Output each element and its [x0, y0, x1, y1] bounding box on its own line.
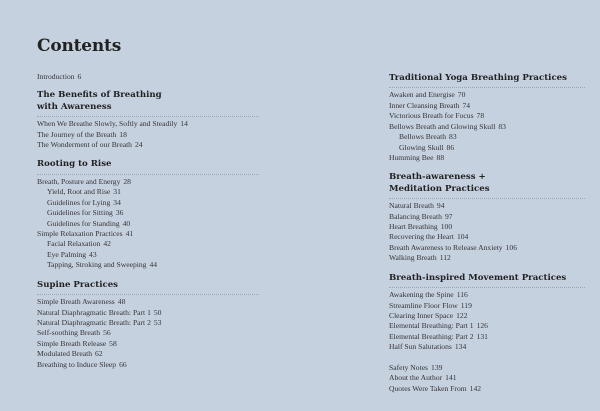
toc-entry: [389, 253, 451, 262]
toc-entry: [47, 219, 130, 228]
toc-entry-label: Tapping, Stroking and Sweeping: [47, 260, 147, 270]
toc-entry-page: 70: [457, 90, 466, 100]
section-heading: Supine Practices: [37, 279, 118, 290]
toc-entry-label: Guidelines for Standing: [47, 218, 120, 228]
toc-entry-label: Natural Breath: [389, 201, 434, 211]
toc-entry-label: Simple Relaxation Practices: [37, 228, 123, 238]
section-heading: Traditional Yoga Breathing Practices: [389, 73, 567, 83]
toc-entry-label: Safety Notes: [389, 362, 429, 372]
toc-entry: [389, 222, 452, 231]
toc-entry-page: 134: [454, 342, 467, 352]
toc-entry: [389, 332, 488, 341]
section-heading: Rooting to Rise: [37, 159, 112, 170]
toc-entry-page: 53: [153, 317, 162, 327]
toc-entry: [389, 290, 468, 299]
toc-entry-page: 141: [445, 373, 457, 383]
toc-entry: [399, 132, 457, 141]
toc-entry: [37, 349, 103, 358]
toc-entry-label: Inner Cleansing Breath: [389, 100, 460, 110]
toc-entry: [37, 318, 161, 327]
section-divider: [389, 287, 585, 288]
toc-entry-page: 66: [119, 359, 127, 369]
toc-entry-page: 40: [122, 218, 131, 228]
toc-entry-label: Half Sun Salutations: [389, 342, 452, 352]
toc-entry-page: 112: [439, 253, 451, 263]
toc-entry: [47, 198, 121, 207]
toc-entry: [37, 130, 127, 139]
toc-entry-label: Guidelines for Sitting: [47, 208, 113, 218]
toc-entry-page: 86: [446, 142, 455, 152]
toc-entry-label: Simple Breath Awareness: [37, 297, 115, 307]
toc-entry-page: 88: [436, 153, 445, 162]
toc-entry-label: Walking Breath: [389, 253, 437, 263]
toc-entry: [389, 232, 468, 241]
toc-entry-page: 41: [125, 228, 134, 238]
toc-entry-label: Breath Awareness to Release Anxiety: [389, 242, 503, 252]
toc-entry-page: 42: [103, 239, 111, 249]
toc-entry: [389, 101, 470, 110]
toc-entry: [37, 177, 131, 186]
toc-entry-page: 131: [476, 331, 488, 341]
toc-entry: [47, 260, 157, 269]
toc-entry-page: 34: [113, 197, 121, 207]
toc-entry-label: Elemental Breathing: Part 1: [389, 321, 474, 331]
toc-entry: [37, 229, 133, 238]
toc-entry-label: Quotes Were Taken From: [389, 383, 467, 393]
toc-entry-page: 6: [77, 72, 82, 81]
section-heading: with Awareness: [37, 101, 112, 112]
toc-entry: [47, 250, 97, 259]
toc-entry: [37, 119, 188, 128]
toc-entry: [389, 201, 445, 210]
section-divider: [389, 198, 585, 199]
toc-entry-label: When We Breathe Slowly, Softly and Steadily: [37, 119, 178, 129]
toc-entry-label: Yield, Root and Rise: [47, 187, 111, 197]
toc-entry-page: 106: [505, 242, 517, 252]
toc-entry-page: 100: [440, 221, 453, 231]
toc-entry-page: 24: [134, 139, 143, 149]
toc-entry-page: 126: [476, 321, 488, 331]
toc-entry-page: 58: [109, 338, 117, 348]
toc-entry: [389, 90, 465, 99]
toc-entry-label: The Wonderment of our Breath: [37, 139, 132, 149]
toc-entry-label: Recovering the Heart: [389, 232, 454, 242]
toc-entry: [47, 187, 121, 196]
toc-entry: [37, 308, 161, 317]
toc-entry: [389, 384, 481, 393]
toc-entry-label: Clearing Inner Space: [389, 310, 454, 320]
toc-entry-label: Natural Diaphragmatic Breath: Part 2: [37, 317, 151, 327]
toc-entry-page: 122: [456, 310, 468, 320]
toc-entry-label: Bellows Breath: [399, 132, 447, 142]
toc-entry-page: 62: [95, 349, 103, 359]
toc-entry-label: Breath, Posture and Energy: [37, 176, 121, 186]
section-divider: [389, 87, 585, 88]
toc-entry: [389, 311, 468, 320]
toc-entry-label: Guidelines for Lying: [47, 197, 111, 207]
toc-entry: [389, 373, 457, 382]
toc-entry-label: Heart Breathing: [389, 221, 438, 231]
toc-entry-label: Natural Diaphragmatic Breath: Part 1: [37, 307, 151, 317]
toc-entry: [399, 143, 454, 152]
toc-entry-label: Eye Palming: [47, 249, 87, 259]
toc-entry-page: 83: [498, 121, 506, 131]
section-heading: Breath-awareness +: [389, 172, 486, 183]
section-divider: [37, 294, 259, 295]
toc-entry-page: 139: [431, 362, 443, 372]
toc-entry-page: 142: [469, 383, 482, 393]
page-title: Contents: [37, 36, 122, 56]
toc-entry: [389, 122, 506, 131]
toc-entry-page: 83: [449, 132, 457, 142]
toc-entry-page: 56: [103, 328, 111, 338]
section-divider: [37, 116, 259, 117]
toc-entry-label: Simple Breath Release: [37, 338, 107, 348]
toc-entry-page: 104: [456, 232, 469, 242]
toc-entry-label: Breathing to Induce Sleep: [37, 359, 117, 369]
toc-entry-label: About the Author: [389, 373, 443, 383]
toc-entry: [389, 321, 488, 330]
toc-entry: [47, 208, 123, 217]
toc-entry-label: Balancing Breath: [389, 211, 442, 221]
toc-entry: [37, 140, 143, 149]
toc-entry-label: Modulated Breath: [37, 349, 93, 359]
toc-entry: [37, 339, 117, 348]
toc-entry-label: Facial Relaxation: [47, 239, 101, 249]
toc-entry-label: Introduction: [37, 72, 75, 81]
section-heading: Breath-inspired Movement Practices: [389, 272, 567, 283]
toc-entry-label: Bellows Breath and Glowing Skull: [389, 121, 496, 131]
toc-entry-page: 43: [89, 249, 97, 259]
toc-entry-label: Self-soothing Breath: [37, 328, 101, 338]
toc-entry-page: 97: [444, 211, 453, 221]
toc-entry: [389, 111, 484, 120]
toc-entry-page: 48: [117, 297, 126, 307]
toc-entry-page: 50: [153, 307, 162, 317]
toc-entry-page: 78: [476, 111, 485, 121]
toc-entry: [37, 328, 111, 337]
toc-entry: [389, 301, 472, 310]
toc-entry-label: Streamline Floor Flow: [389, 300, 458, 310]
toc-entry-page: 18: [119, 129, 127, 139]
toc-entry-page: 28: [123, 176, 131, 186]
section-heading: The Benefits of Breathing: [37, 90, 162, 101]
toc-entry: [37, 72, 81, 81]
toc-entry: [389, 243, 517, 252]
toc-entry-label: Awakening the Spine: [389, 290, 454, 300]
toc-entry: [389, 212, 453, 221]
section-divider: [37, 174, 259, 175]
toc-entry-page: 36: [115, 208, 124, 218]
section-heading: Meditation Practices: [389, 183, 490, 194]
toc-entry-page: 119: [460, 300, 472, 310]
toc-entry-page: 94: [436, 201, 445, 211]
toc-entry: [47, 239, 111, 248]
toc-entry-label: The Journey of the Breath: [37, 129, 117, 139]
toc-entry: [389, 153, 444, 162]
toc-entry-label: Glowing Skull: [399, 142, 444, 152]
toc-entry: [37, 297, 125, 306]
toc-entry-page: 44: [149, 260, 158, 270]
toc-entry-page: 116: [456, 290, 468, 300]
toc-entry-label: Humming Bee: [389, 153, 434, 162]
toc-entry-page: 74: [462, 100, 471, 110]
toc-entry-page: 14: [180, 119, 188, 129]
toc-entry-page: 31: [113, 187, 121, 197]
toc-entry-label: Victorious Breath for Focus: [389, 111, 474, 121]
toc-entry: [389, 342, 466, 351]
toc-entry-label: Elemental Breathing: Part 2: [389, 331, 474, 341]
toc-entry: [389, 363, 442, 372]
toc-entry: [37, 360, 127, 369]
toc-entry-label: Awaken and Energise: [389, 90, 455, 100]
